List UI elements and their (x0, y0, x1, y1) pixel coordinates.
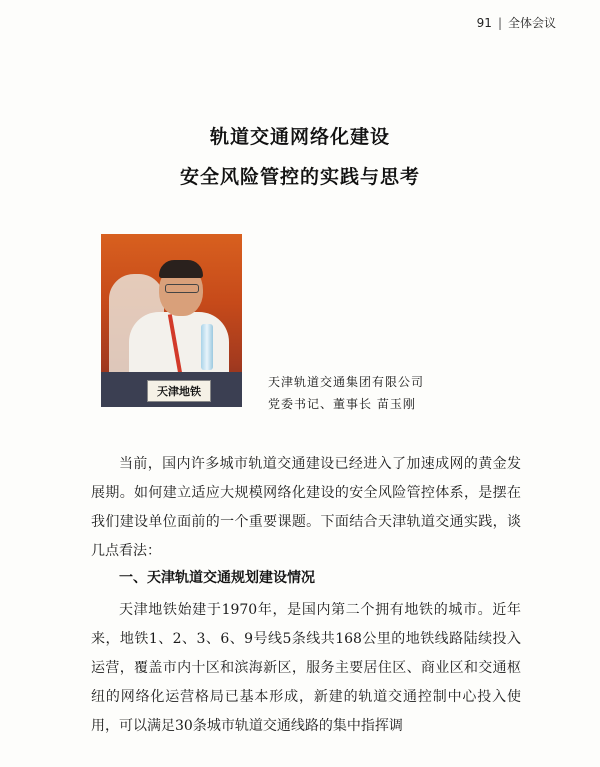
nameplate: 天津地铁 (147, 380, 211, 402)
paragraph-intro: 当前，国内许多城市轨道交通建设已经进入了加速成网的黄金发展期。如何建立适应大规模网络化建设的安全风险管控体系，是摆在我们建设单位面前的一个重要课题。下面结合天津轨道交通实践，谈几点看法： (91, 456, 521, 559)
paragraph-body: 天津地铁始建于1970年，是国内第二个拥有地铁的城市。近年来，地铁1、2、3、6、9号线5条线共168公里的地铁线路陆续投入运营，覆盖市内十区和滨海新区，服务主要居住区、商业区和交通枢纽的网络化运营格局已基本形成，新建的轨道交通控制中心投入使用，可以满足30条城市轨道交通线路的集中指挥调 (91, 602, 521, 734)
author-photo (101, 234, 242, 407)
author-organization: 天津轨道交通集团有限公司 (268, 375, 425, 389)
section-title: 全体会议 (507, 16, 556, 30)
article-title-line1: 轨道交通网络化建设 (209, 126, 390, 148)
author-info (268, 371, 424, 415)
page-number: 91 (476, 15, 492, 30)
section-heading: 一、天津轨道交通规划建设情况 (119, 570, 315, 586)
article-title-line2: 安全风险管控的实践与思考 (179, 166, 420, 188)
page-header (477, 14, 556, 31)
author-hair (159, 260, 203, 278)
glasses (165, 284, 199, 293)
header-separator: | (497, 15, 502, 30)
water-bottle (201, 324, 213, 370)
author-position: 党委书记、董事长 苗玉刚 (268, 397, 416, 411)
